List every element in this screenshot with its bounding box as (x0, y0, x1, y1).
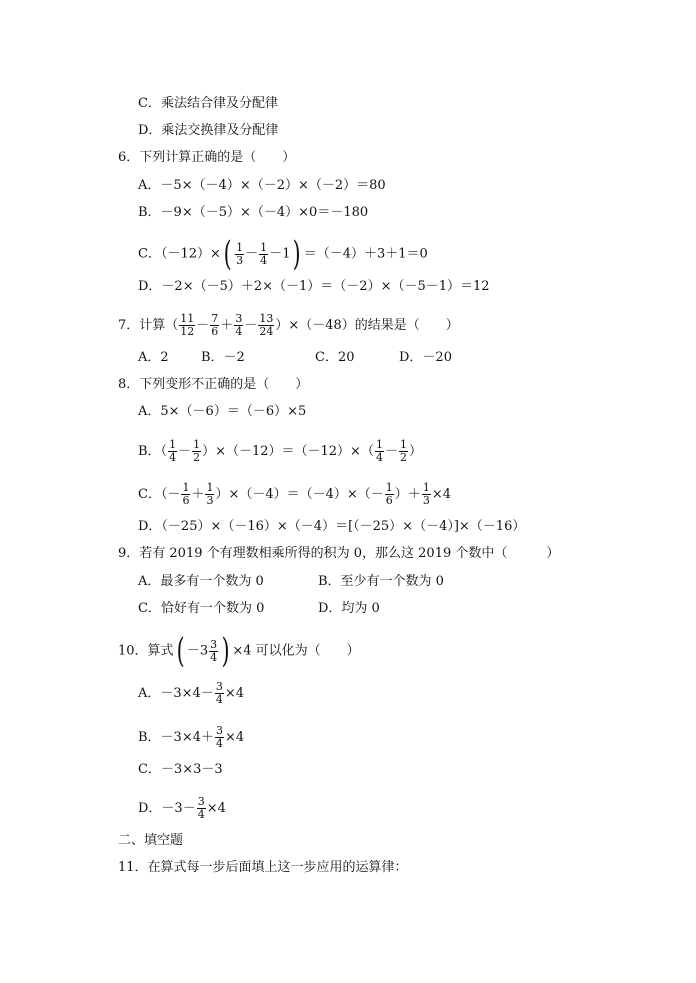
q5-option-d: D．乘法交换律及分配律 (138, 123, 279, 138)
fraction: $\frac{1}{4}$ (260, 240, 268, 267)
q8-option-a: A．5×（－6）＝（－6）×5 (138, 404, 307, 419)
q8-option-b: B．（ $\frac{1}{4}$ － $\frac{1}{2}$ ）×（－12）＝（－12）×（ $\frac{1}{4}$ － $\frac{1}{2}$ ） (138, 438, 422, 464)
fraction: $\frac{1}{3}$ (236, 240, 244, 267)
fraction: $\frac{11}{12}$ (180, 312, 195, 338)
right-paren: ) (221, 631, 230, 671)
q9-option-d: D．均为 0 (318, 601, 380, 616)
left-paren: ( (176, 631, 185, 671)
q10-option-a: A．－3×4－ $\frac{3}{4}$ ×4 (138, 680, 244, 706)
q8-option-c: C．（－ $\frac{1}{6}$ ＋ $\frac{1}{3}$ ）×（－4）＝（－4）×（－ $\frac{1}{6}$ ）＋ $\frac{1}{3}$ ×4 (138, 481, 451, 507)
q9-option-c: C．恰好有一个数为 0 (138, 601, 265, 616)
fraction: $\frac{3}{4}$ (197, 795, 205, 821)
right-paren: ) (293, 234, 302, 274)
q7-option-d: D．－20 (399, 350, 452, 365)
q7-option-b: B．－2 (201, 350, 245, 365)
fraction: $\frac{13}{24}$ (259, 312, 274, 338)
q6-stem: 6．下列计算正确的是（ ） (118, 150, 296, 165)
q6-c-suffix: ＝（－4）＋3＋1＝0 (303, 246, 428, 262)
fraction: $\frac{1}{3}$ (422, 481, 430, 507)
fraction: $\frac{3}{4}$ (216, 724, 223, 750)
fraction: $\frac{1}{6}$ (385, 481, 393, 507)
q7-option-a: A．2 (138, 350, 169, 365)
fraction: $\frac{3}{4}$ (215, 680, 223, 706)
q6-c-prefix: C．（－12）× (138, 246, 221, 262)
q9-option-b: B．至少有一个数为 0 (318, 574, 444, 589)
q6-option-d: D．－2×（－5）＋2×（－1）＝（－2）×（－5－1）＝12 (138, 279, 490, 294)
fraction: $\frac{7}{6}$ (211, 312, 219, 338)
q10-option-d: D．－3－ $\frac{3}{4}$ ×4 (138, 795, 226, 821)
fraction: $\frac{3}{4}$ (235, 312, 243, 338)
q10-stem: 10．算式( －3 $\frac{3}{4}$ ) ×4 可以化为（ ） (118, 631, 360, 671)
q11-stem: 11．在算式每一步后面填上这一步应用的运算律： (118, 860, 408, 875)
left-paren: ( (223, 234, 232, 274)
q9-option-a: A．最多有一个数为 0 (138, 574, 264, 589)
fraction: $\frac{3}{4}$ (210, 637, 218, 664)
q9-stem: 9．若有 2019 个有理数相乘所得的积为 0，那么这 2019 个数中（ ） (118, 546, 560, 561)
q5-option-c: C．乘法结合律及分配律 (138, 96, 278, 111)
q10-option-b: B．－3×4＋ $\frac{3}{4}$ ×4 (138, 724, 245, 750)
fraction: $\frac{1}{6}$ (182, 481, 190, 507)
q6-option-a: A．－5×（－4）×（－2）×（－2）＝80 (138, 178, 386, 193)
q6-option-c: C．（－12）×( $\frac{1}{3}$ － $\frac{1}{4}$ －1) ＝（－4）＋3＋1＝0 (138, 234, 428, 274)
fraction: $\frac{1}{4}$ (375, 438, 383, 464)
q10-option-c: C．－3×3－3 (138, 762, 223, 777)
fraction: $\frac{1}{4}$ (169, 438, 177, 464)
section-title-fill-in: 二、填空题 (118, 833, 184, 848)
fraction: $\frac{1}{2}$ (399, 438, 407, 464)
q8-stem: 8．下列变形不正确的是（ ） (118, 377, 309, 392)
q6-option-b: B．－9×（－5）×（－4）×0＝－180 (138, 205, 369, 220)
q8-option-d: D．（－25）×（－16）×（－4）＝[（－25）×（－4）]×（－16） (138, 519, 526, 534)
q7-stem: 7．计算（ $\frac{11}{12}$ － $\frac{7}{6}$ ＋ $\frac{3}{4}$ － $\frac{13}{24}$ ）×（－48）的结果是（ ） (118, 312, 459, 338)
fraction: $\frac{1}{3}$ (206, 481, 214, 507)
fraction: $\frac{1}{2}$ (193, 438, 201, 464)
q7-option-c: C．20 (315, 350, 355, 365)
